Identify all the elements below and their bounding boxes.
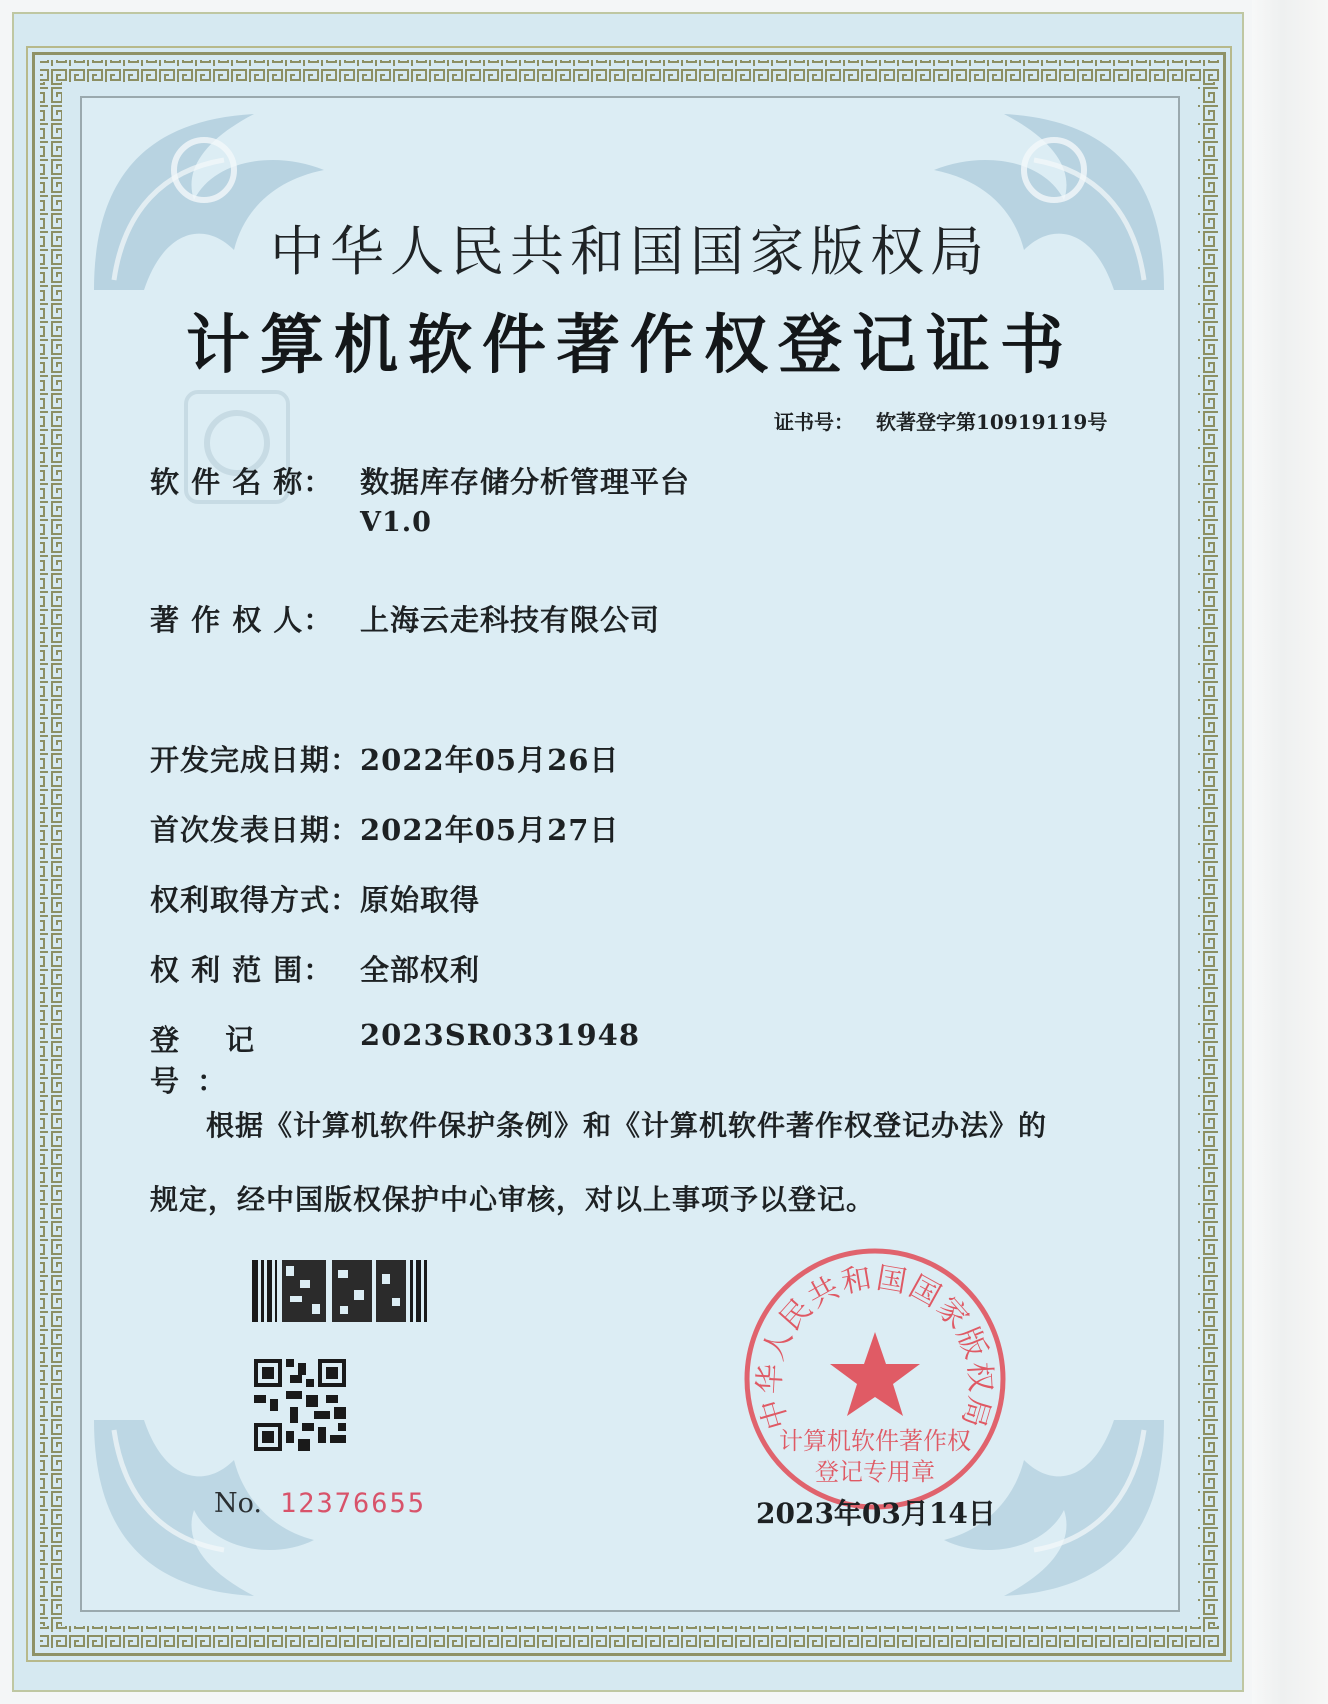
- field-registration-number: [150, 1018, 640, 1100]
- issuing-authority: 中华人民共和国国家版权局: [270, 220, 990, 283]
- field-value: 全部权利: [360, 953, 481, 987]
- serial-number-value: 12376655: [280, 1488, 427, 1519]
- field-value: 2023SR0331948: [360, 1018, 641, 1052]
- field-development-date: [150, 738, 619, 779]
- barcode-image: [252, 1260, 428, 1322]
- field-rights-acquisition: [150, 878, 480, 919]
- field-label: 权利取得方式：: [150, 883, 361, 917]
- field-label: 开发完成日期：: [150, 743, 361, 777]
- field-first-publication-date: [150, 808, 619, 849]
- seal-ring-text: 中华人民共和国国家版权局: [752, 1260, 998, 1434]
- certificate-number: [774, 406, 1129, 435]
- serial-number-label: No.: [214, 1488, 262, 1519]
- certificate-number-value: 软著登字第10919119号: [876, 410, 1108, 434]
- software-name-value: 数据库存储分析管理平台: [360, 465, 691, 499]
- software-version-value: V1.0: [360, 507, 432, 538]
- official-seal: [740, 1244, 1010, 1514]
- field-label: 登 记 号：: [150, 1023, 273, 1098]
- seal-line-2: 登记专用章: [815, 1458, 935, 1486]
- field-label: 首次发表日期：: [150, 813, 361, 847]
- field-software-name: [150, 460, 690, 538]
- qr-code-image: [254, 1359, 346, 1451]
- field-value: [360, 460, 690, 538]
- field-label: 软 件 名 称：: [150, 465, 334, 499]
- seal-star-icon: [830, 1332, 920, 1416]
- field-label: 著 作 权 人：: [150, 603, 334, 637]
- issue-date: 2023年03月14日: [756, 1497, 996, 1530]
- field-value: 2022年05月27日: [360, 813, 620, 847]
- seal-line-1: 计算机软件著作权: [779, 1427, 971, 1455]
- statement-line-2: 规定，经中国版权保护中心审核，对以上事项予以登记。: [150, 1183, 876, 1216]
- statement-line-1: 根据《计算机软件保护条例》和《计算机软件著作权登记办法》的: [206, 1109, 1048, 1142]
- field-value: 2022年05月26日: [360, 743, 620, 777]
- scanner-margin: [1252, 0, 1328, 1704]
- field-copyright-owner: [150, 598, 660, 639]
- serial-number: [214, 1488, 426, 1519]
- field-value: 原始取得: [360, 883, 481, 917]
- certificate-title: 计算机软件著作权登记证书: [186, 308, 1074, 383]
- field-rights-scope: [150, 948, 480, 989]
- field-value: 上海云走科技有限公司: [360, 603, 661, 637]
- certificate: [12, 12, 1244, 1692]
- field-label: 权 利 范 围：: [150, 953, 334, 987]
- certificate-number-label: 证书号：: [774, 410, 854, 434]
